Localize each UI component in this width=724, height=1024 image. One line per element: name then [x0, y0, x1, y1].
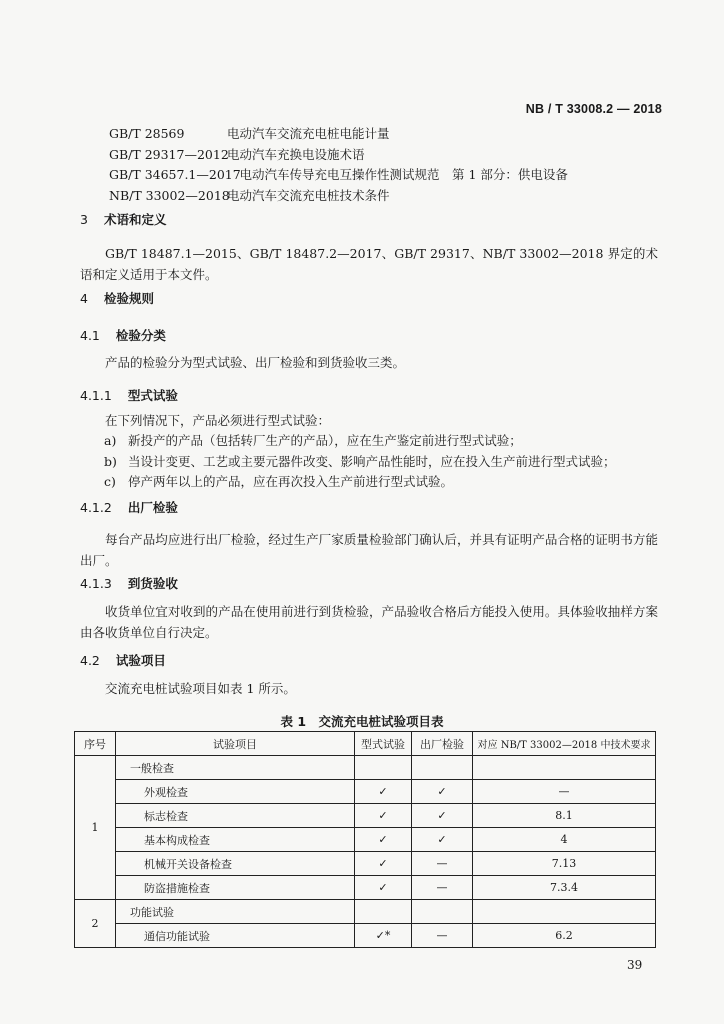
section-title: 术语和定义 [103, 212, 167, 227]
dash-mark: — [412, 924, 473, 948]
requirement-cell: — [473, 780, 656, 804]
requirement-cell: 4 [473, 828, 656, 852]
section-3-heading [80, 210, 166, 228]
list-text: 停产两年以上的产品，应在再次投入生产前进行型式试验。 [128, 474, 454, 489]
group-number: 2 [75, 900, 116, 948]
check-mark: ✓ [355, 804, 412, 828]
dash-mark: — [412, 852, 473, 876]
section-number: 4.1.1 [80, 388, 112, 403]
section-4-1-3-heading [80, 574, 178, 592]
table-header-row [75, 732, 656, 756]
header-cell: 型式试验 [355, 732, 412, 756]
group-title: 功能试验 [116, 900, 355, 924]
table-row [75, 876, 656, 900]
empty-cell [355, 900, 412, 924]
list-marker: c) [104, 474, 116, 489]
header-cell: 出厂检验 [412, 732, 473, 756]
test-items-table [74, 731, 656, 948]
header-cell: 序号 [75, 732, 116, 756]
reference-row [109, 186, 568, 207]
normative-references [109, 124, 568, 206]
reference-code: GB/T 29317—2012 [109, 146, 229, 162]
section-4-1-heading [80, 326, 166, 344]
header-cell: 对应 NB/T 33002—2018 中技术要求 [473, 732, 656, 756]
table-row [75, 828, 656, 852]
check-mark: ✓ [412, 780, 473, 804]
check-mark: ✓ [355, 852, 412, 876]
section-title: 检验分类 [115, 328, 166, 343]
empty-cell [355, 756, 412, 780]
list-marker: b) [104, 453, 117, 469]
empty-cell [473, 756, 656, 780]
check-mark: ✓ [412, 828, 473, 852]
section-title: 检验规则 [103, 291, 154, 306]
check-mark: ✓ [355, 828, 412, 852]
section-4-2-heading [80, 651, 166, 669]
reference-title: 电动汽车交流充电桩技术条件 [227, 187, 390, 203]
section-number: 4.2 [80, 653, 100, 668]
reference-title: 电动汽车充换电设施术语 [227, 146, 365, 162]
reference-title: 电动汽车传导充电互操作性测试规范 第 1 部分：供电设备 [239, 167, 568, 182]
requirement-cell: 6.2 [473, 924, 656, 948]
section-4-1-2-body: 每台产品均应进行出厂检验，经过生产厂家质量检验部门确认后，并具有证明产品合格的证明书方能出厂。 [80, 532, 658, 568]
group-number: 1 [75, 756, 116, 900]
reference-code: GB/T 34657.1—2017 [109, 167, 241, 182]
section-4-1-3-body: 收货单位宜对收到的产品在使用前进行到货检验，产品验收合格后方能投入使用。具体验收抽样方案由各收货单位自行决定。 [80, 604, 658, 640]
item-cell: 基本构成检查 [116, 828, 355, 852]
table-row [75, 780, 656, 804]
type-test-conditions [104, 431, 616, 493]
reference-row [109, 145, 568, 166]
empty-cell [412, 756, 473, 780]
header-cell: 试验项目 [116, 732, 355, 756]
list-marker: a) [104, 433, 117, 448]
table-row [75, 804, 656, 828]
check-mark: ✓ [412, 804, 473, 828]
check-mark: ✓* [355, 924, 412, 948]
table-row [75, 900, 656, 924]
reference-code: NB/T 33002—2018 [109, 187, 230, 203]
item-cell: 通信功能试验 [116, 924, 355, 948]
item-cell: 机械开关设备检查 [116, 852, 355, 876]
item-cell: 标志检查 [116, 804, 355, 828]
table-row [75, 756, 656, 780]
section-3-body: GB/T 18487.1—2015、GB/T 18487.2—2017、GB/T 29317、NB/T 33002—2018 界定的术语和定义适用于本文件。 [80, 246, 658, 282]
list-item [104, 452, 616, 473]
list-item [104, 431, 616, 452]
table-row [75, 924, 656, 948]
page-number: 39 [627, 958, 643, 972]
section-title: 型式试验 [127, 388, 178, 403]
section-number: 3 [80, 212, 88, 227]
section-number: 4.1 [80, 328, 100, 343]
table-row [75, 852, 656, 876]
list-item [104, 472, 616, 493]
section-title: 到货验收 [127, 576, 178, 591]
reference-title: 电动汽车交流充电桩电能计量 [227, 126, 390, 141]
section-title: 出厂检验 [127, 500, 178, 515]
section-4-heading [80, 289, 154, 307]
empty-cell [473, 900, 656, 924]
section-4-2-body: 交流充电桩试验项目如表 1 所示。 [105, 681, 296, 696]
group-title: 一般检查 [116, 756, 355, 780]
section-title: 试验项目 [115, 653, 166, 668]
section-number: 4.1.3 [80, 576, 112, 591]
check-mark: ✓ [355, 780, 412, 804]
section-4-1-1-intro: 在下列情况下，产品必须进行型式试验： [105, 413, 331, 428]
section-number: 4 [80, 291, 88, 306]
standard-header: NB / T 33008.2 — 2018 [525, 102, 662, 116]
item-cell: 防盗措施检查 [116, 876, 355, 900]
check-mark: ✓ [355, 876, 412, 900]
requirement-cell: 8.1 [473, 804, 656, 828]
list-text: 当设计变更、工艺或主要元器件改变、影响产品性能时，应在投入生产前进行型式试验； [128, 453, 616, 469]
reference-row [109, 124, 568, 145]
reference-code: GB/T 28569 [109, 126, 185, 141]
requirement-cell: 7.3.4 [473, 876, 656, 900]
dash-mark: — [412, 876, 473, 900]
section-4-1-body: 产品的检验分为型式试验、出厂检验和到货验收三类。 [105, 355, 406, 370]
table-caption: 表 1 交流充电桩试验项目表 [280, 714, 444, 729]
section-number: 4.1.2 [80, 500, 112, 515]
empty-cell [412, 900, 473, 924]
requirement-cell: 7.13 [473, 852, 656, 876]
item-cell: 外观检查 [116, 780, 355, 804]
reference-row [109, 165, 568, 186]
section-4-1-1-heading [80, 386, 178, 404]
section-4-1-2-heading [80, 498, 178, 516]
list-text: 新投产的产品（包括转厂生产的产品），应在生产鉴定前进行型式试验； [128, 433, 522, 448]
